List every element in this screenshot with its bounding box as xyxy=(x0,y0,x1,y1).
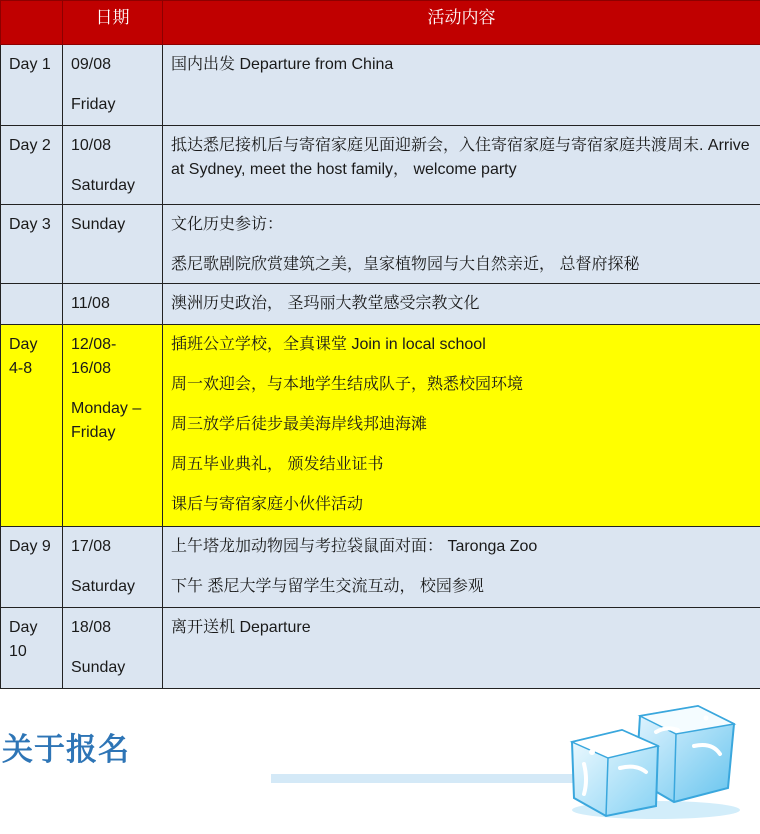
day-cell: Day 3 xyxy=(1,205,63,284)
activity-line: 澳洲历史政治， 圣玛丽大教堂感受宗教文化 xyxy=(171,295,480,312)
date-cell xyxy=(63,608,163,689)
activity-line: 周一欢迎会，与本地学生结成队子，熟悉校园环境 xyxy=(171,376,524,393)
activity-line: 课后与寄宿家庭小伙伴活动 xyxy=(171,496,364,513)
date-line: 12/08-16/08 xyxy=(71,336,117,377)
table-row-highlight xyxy=(1,325,760,527)
activity-line: 周三放学后徒步最美海岸线邦迪海滩 xyxy=(171,416,428,433)
activity-cell xyxy=(163,126,760,205)
header-activity: 活动内容 xyxy=(163,1,760,45)
weekday-line: Saturday xyxy=(71,177,136,194)
table-row xyxy=(1,126,760,205)
weekday-line: Sunday xyxy=(71,216,126,233)
activity-cell xyxy=(163,284,760,325)
date-line: 18/08 xyxy=(71,619,112,636)
weekday-line: Friday xyxy=(71,96,116,113)
ice-cubes-icon xyxy=(566,702,744,820)
header-date: 日期 xyxy=(63,1,163,45)
activity-cell xyxy=(163,608,760,689)
activity-line: 悉尼歌剧院欣赏建筑之美，皇家植物园与大自然亲近， 总督府探秘 xyxy=(171,256,640,273)
activity-line: 周五毕业典礼， 颁发结业证书 xyxy=(171,456,384,473)
table-row xyxy=(1,608,760,689)
activity-cell xyxy=(163,325,760,527)
date-cell xyxy=(63,45,163,126)
table-row xyxy=(1,205,760,284)
weekday-line: Saturday xyxy=(71,578,136,595)
date-line: 11/08 xyxy=(71,295,110,312)
day-cell: Day 4-8 xyxy=(1,325,63,527)
activity-line: 离开送机 Departure xyxy=(171,619,311,636)
weekday-line: Sunday xyxy=(71,659,126,676)
day-cell: Day 2 xyxy=(1,126,63,205)
date-cell xyxy=(63,126,163,205)
date-line: 09/08 xyxy=(71,56,112,73)
header-day xyxy=(1,1,63,45)
date-cell xyxy=(63,284,163,325)
activity-cell xyxy=(163,45,760,126)
activity-line: 上午塔龙加动物园与考拉袋鼠面对面： Taronga Zoo xyxy=(171,538,538,555)
activity-line: 国内出发 Departure from China xyxy=(171,56,394,73)
activity-line: 抵达悉尼接机后与寄宿家庭见面迎新会，入住寄宿家庭与寄宿家庭共渡周末. Arrive at Sydney, meet the host family， welcome party xyxy=(171,137,750,178)
activity-cell xyxy=(163,527,760,608)
date-cell xyxy=(63,527,163,608)
section-title: 关于报名 xyxy=(2,732,130,767)
table-row xyxy=(1,527,760,608)
day-cell: Day 9 xyxy=(1,527,63,608)
day-cell: Day 10 xyxy=(1,608,63,689)
activity-cell xyxy=(163,205,760,284)
activity-line: 下午 悉尼大学与留学生交流互动， 校园参观 xyxy=(171,578,484,595)
day-cell xyxy=(1,284,63,325)
decorative-bar xyxy=(271,774,611,783)
table-row xyxy=(1,284,760,325)
date-cell xyxy=(63,325,163,527)
weekday-line: Monday – Friday xyxy=(71,400,142,441)
date-line: 10/08 xyxy=(71,137,112,154)
activity-line: 文化历史参访： xyxy=(171,216,284,233)
day-cell: Day 1 xyxy=(1,45,63,126)
date-line: 17/08 xyxy=(71,538,112,555)
activity-line: 插班公立学校，全真课堂 Join in local school xyxy=(171,336,486,353)
table-row xyxy=(1,45,760,126)
table-header-row xyxy=(1,1,760,45)
date-cell xyxy=(63,205,163,284)
